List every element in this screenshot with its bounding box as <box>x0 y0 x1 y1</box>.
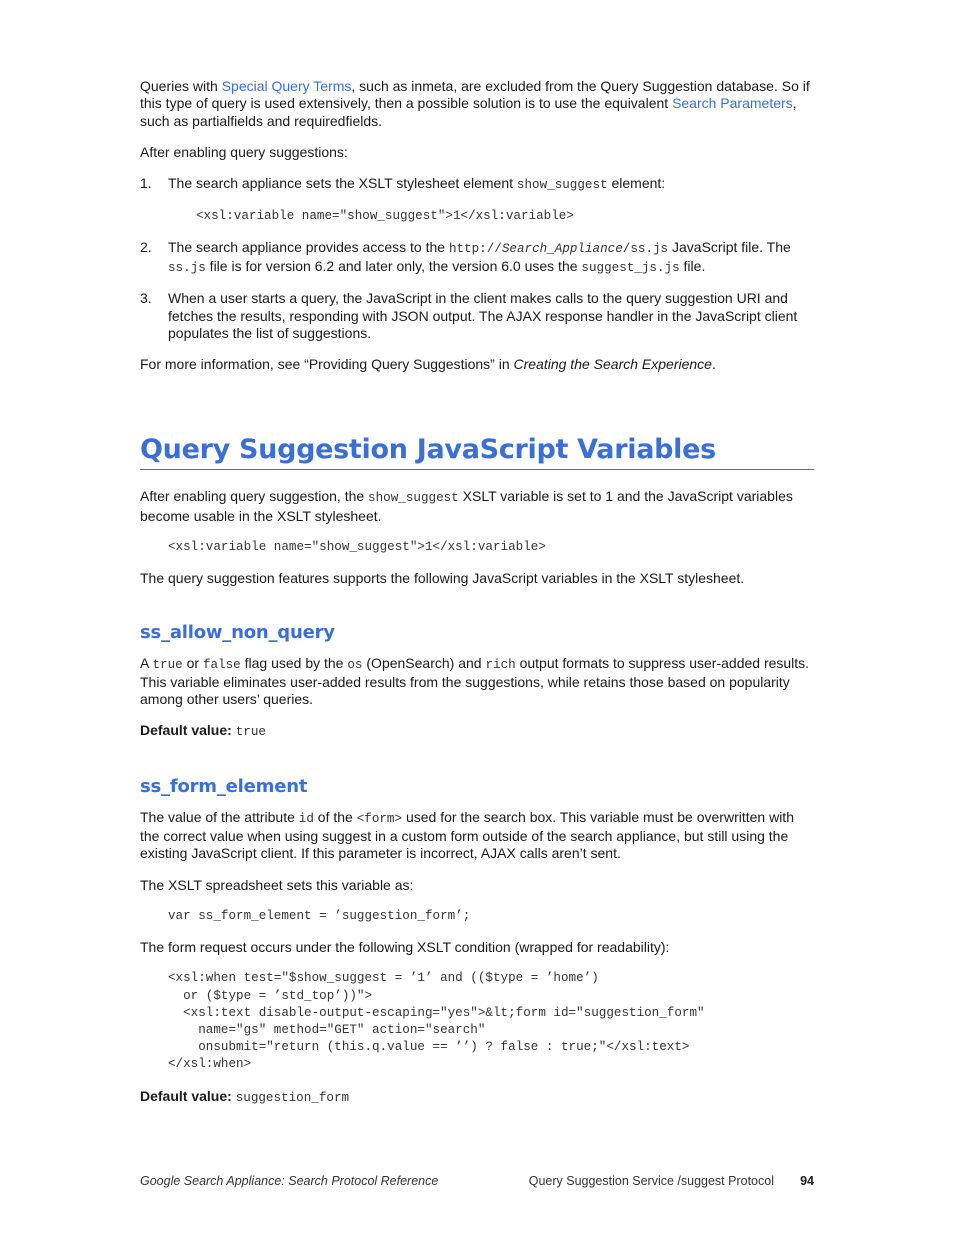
inline-code: suggest_js.js <box>581 260 680 275</box>
section-intro <box>140 488 814 525</box>
var1-default <box>140 722 814 741</box>
desc-text: A <box>140 654 153 671</box>
subsection-heading-ss-form-element: ss_form_element <box>140 775 308 797</box>
more-info-text: . <box>711 356 716 373</box>
book-title: Creating the Search Experience <box>513 356 712 373</box>
inline-code: true <box>152 657 183 672</box>
step-text: file is for version 6.2 and later only, the version 6.0 uses the <box>205 257 582 274</box>
subsection-heading-ss-allow-non-query: ss_allow_non_query <box>140 621 335 643</box>
section-paragraph: The query suggestion features supports the following JavaScript variables in the XSLT stylesheet. <box>140 570 745 587</box>
var2-paragraph: The form request occurs under the following XSLT condition (wrapped for readability): <box>140 939 670 956</box>
inline-code: <form> <box>356 811 403 826</box>
intro-text: , such as inmeta, are excluded from the Query Suggestion database. So if this type of query is used extensively, then a possible solution is to use the equivalent <box>140 78 810 112</box>
step-number: 2. <box>140 238 152 255</box>
desc-text: or <box>182 654 203 671</box>
default-value: true <box>235 725 266 740</box>
step-text: file. <box>679 257 706 274</box>
step-text: The search appliance provides access to the <box>168 238 449 255</box>
intro-text: , such as partialfields and requiredfields. <box>140 95 797 129</box>
inline-code: false <box>202 657 241 672</box>
intro-text: Queries with <box>140 78 222 94</box>
list-item <box>140 175 814 226</box>
var2-description <box>140 809 814 863</box>
list-item <box>140 290 814 342</box>
steps-list <box>140 175 814 342</box>
more-info-text: For more information, see “Providing Query Suggestions” in <box>140 356 514 373</box>
desc-text: used for the search box. This variable must be overwritten with the correct value when using suggest in a custom form outside of the search appliance, but still using the existing JavaScript client. If this parameter is incorrect, AJAX calls aren’t sent. <box>140 808 794 862</box>
desc-text: output formats to suppress user-added results. This variable eliminates user-added results from the suggestions, while retains those based on popularity among other users’ queries. <box>140 654 810 708</box>
default-value: suggestion_form <box>235 1090 350 1105</box>
step-text: element: <box>607 175 666 192</box>
footer-chapter: Query Suggestion Service /suggest Protocol <box>528 1174 774 1188</box>
inline-code: rich <box>485 657 516 672</box>
default-label: Default value: <box>140 1087 232 1104</box>
code-block: <xsl:variable name="show_suggest">1</xsl:variable> <box>168 540 546 555</box>
code-block: var ss_form_element = ’suggestion_form’; <box>168 908 471 923</box>
list-item <box>140 239 814 278</box>
inline-code: ss.js <box>168 260 206 275</box>
section-heading: Query Suggestion JavaScript Variables <box>140 433 814 470</box>
more-info-paragraph <box>140 356 814 373</box>
page-content <box>140 78 814 1121</box>
step-number: 1. <box>140 175 152 192</box>
inline-code: show_suggest <box>516 178 608 193</box>
intro-paragraph <box>140 78 814 130</box>
code-block: <xsl:when test="$show_suggest = ’1’ and (($type = ’home’) or ($type = ’std_top’))"> <xsl:text disable-output-escaping="yes">&lt;form id="suggestion_form" name="gs" method="GET" action="search" onsubmit="return (this.q.value == ’’) ? false : true;"</xsl:text> </xsl:when> <box>168 971 705 1072</box>
code-block: <xsl:variable name="show_suggest">1</xsl:variable> <box>196 209 574 224</box>
var2-default <box>140 1088 814 1107</box>
inline-code: os <box>347 657 363 672</box>
desc-text: of the <box>313 808 357 825</box>
search-parameters-link[interactable]: Search Parameters <box>672 95 793 112</box>
default-label: Default value: <box>140 722 232 739</box>
after-enabling-text: After enabling query suggestions: <box>140 143 348 160</box>
step-text: JavaScript file. The <box>668 238 791 255</box>
var1-description <box>140 655 814 709</box>
inline-code: id <box>298 811 314 826</box>
inline-code: Search_Appliance <box>501 241 623 256</box>
var2-paragraph: The XSLT spreadsheet sets this variable as: <box>140 876 414 893</box>
step-number: 3. <box>140 290 152 307</box>
section-text: After enabling query suggestion, the <box>140 488 369 505</box>
inline-code: http:// <box>448 241 502 256</box>
special-query-terms-link[interactable]: Special Query Terms <box>221 78 352 94</box>
desc-text: flag used by the <box>240 654 348 671</box>
step-text: When a user starts a query, the JavaScript in the client makes calls to the query suggestion URI and fetches the results, responding with JSON output. The AJAX response handler in the JavaScript client populates the list of suggestions. <box>168 290 798 341</box>
step-text: The search appliance sets the XSLT stylesheet element <box>168 175 517 192</box>
page-number: 94 <box>800 1174 814 1188</box>
desc-text: (OpenSearch) and <box>362 654 486 671</box>
desc-text: The value of the attribute <box>140 808 299 825</box>
inline-code: show_suggest <box>368 491 459 506</box>
footer-doc-title: Google Search Appliance: Search Protocol Reference <box>140 1174 439 1188</box>
section-text: XSLT variable is set to 1 and the JavaScript variables become usable in the XSLT stylesheet. <box>140 488 793 524</box>
inline-code: /ss.js <box>622 241 669 256</box>
